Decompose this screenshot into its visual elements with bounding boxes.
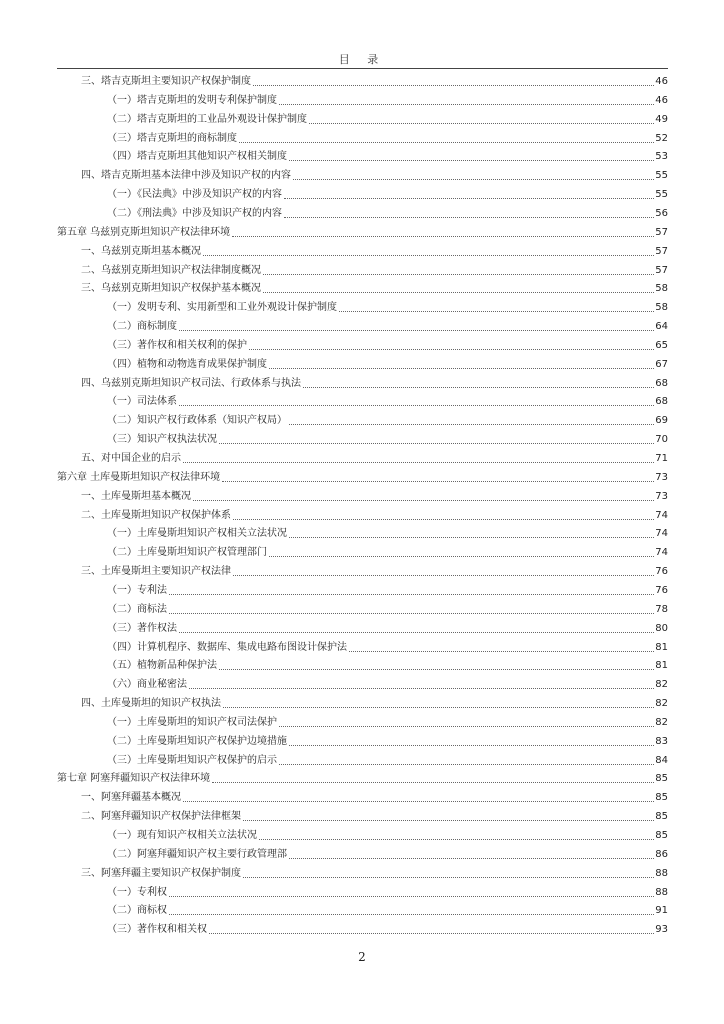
toc-entry[interactable] [107,108,668,126]
toc-entry-title: 三、土库曼斯坦主要知识产权法律 [81,566,231,578]
toc-entry-page: 85 [655,830,668,841]
toc-leader-dots [203,254,654,256]
toc-entry-title: 第七章 阿塞拜疆知识产权法律环境 [57,773,211,785]
toc-entry-title: （一）专利权 [107,886,167,898]
toc-entry[interactable] [107,89,668,107]
toc-chapter-entry[interactable] [57,466,668,484]
toc-leader-dots [169,895,654,897]
toc-entry-title: （二）阿塞拜疆知识产权主要行政管理部 [107,848,287,860]
toc-entry-page: 68 [655,396,668,408]
toc-entry-title: 一、阿塞拜疆基本概况 [81,792,181,804]
toc-leader-dots [179,404,654,406]
toc-entry-title: （一）土库曼斯坦的知识产权司法保护 [107,716,277,728]
toc-entry-page: 85 [655,773,668,785]
toc-entry-page: 57 [655,226,668,238]
toc-entry-page: 76 [655,584,668,596]
toc-leader-dots [279,103,654,105]
toc-leader-dots [219,668,654,670]
toc-leader-dots [339,310,654,312]
toc-entry[interactable] [81,372,668,390]
toc-chapter-entry[interactable] [57,221,668,239]
toc-entry-title: （四）计算机程序、数据库、集成电路布图设计保护法 [107,641,347,653]
toc-entry-title: 四、塔吉克斯坦基本法律中涉及知识产权的内容 [81,170,291,182]
toc-entry[interactable] [107,636,668,654]
toc-entry[interactable] [81,862,668,880]
toc-leader-dots [249,348,654,350]
toc-entry-page: 82 [655,716,668,728]
toc-entry[interactable] [107,145,668,163]
toc-leader-dots [253,84,654,86]
toc-entry-page: 84 [655,754,668,766]
toc-leader-dots [219,442,654,444]
toc-leader-dots [169,593,654,595]
toc-entry[interactable] [107,127,668,145]
toc-entry-page: 69 [655,415,668,427]
toc-entry-page: 81 [655,660,668,672]
toc-leader-dots [289,423,654,425]
toc-entry-title: （二）商标权 [107,905,167,917]
toc-entry-title: 一、土库曼斯坦基本概况 [81,490,191,502]
toc-leader-dots [179,631,654,633]
toc-entry-page: 82 [655,679,668,691]
toc-entry[interactable] [107,824,668,842]
toc-entry[interactable] [107,654,668,672]
toc-entry-title: （三）知识产权执法状况 [107,434,217,446]
toc-entry-page: 52 [655,132,668,144]
toc-leader-dots [279,763,654,765]
toc-entry-title: （三）著作权和相关权 [107,924,207,936]
toc-entry-page: 65 [655,339,668,351]
toc-entry-title: 二、阿塞拜疆知识产权保护法律框架 [81,811,241,823]
toc-entry[interactable] [107,711,668,729]
toc-entry-page: 46 [655,94,668,106]
toc-entry-page: 58 [655,302,668,314]
toc-leader-dots [263,273,654,275]
toc-leader-dots [212,781,654,783]
toc-leader-dots [233,518,654,520]
toc-leader-dots [263,291,654,293]
toc-entry-page: 74 [655,509,668,521]
toc-leader-dots [279,725,654,727]
toc-entry[interactable] [107,598,668,616]
toc-entry-title: （一）司法体系 [107,396,177,408]
toc-entry-title: （一）《民法典》中涉及知识产权的内容 [107,189,282,201]
toc-entry[interactable] [107,390,668,408]
toc-leader-dots [223,706,654,708]
toc-entry[interactable] [81,504,668,522]
toc-leader-dots [183,800,654,802]
toc-entry[interactable] [107,899,668,917]
toc-entry-page: 55 [655,189,668,201]
toc-entry-page: 71 [655,453,668,464]
toc-entry[interactable] [81,164,668,182]
toc-leader-dots [289,744,654,746]
toc-entry-page: 88 [655,886,668,898]
toc-entry-page: 85 [655,792,668,804]
toc-entry[interactable] [107,730,668,748]
toc-entry-title: 第五章 乌兹别克斯坦知识产权法律环境 [57,226,231,238]
toc-leader-dots [289,159,654,161]
toc-entry-title: 第六章 土库曼斯坦知识产权法律环境 [57,471,221,483]
toc-entry[interactable] [107,881,668,899]
toc-leader-dots [269,367,654,369]
toc-entry-page: 57 [655,264,668,276]
toc-entry-title: 三、乌兹别克斯坦知识产权保护基本概况 [81,283,261,295]
toc-entry[interactable] [81,786,668,804]
toc-entry[interactable] [81,277,668,295]
toc-entry-title: 三、塔吉克斯坦主要知识产权保护制度 [81,76,251,87]
toc-entry-title: 三、阿塞拜疆主要知识产权保护制度 [81,867,241,879]
toc-entry-title: 四、土库曼斯坦的知识产权执法 [81,698,221,710]
toc-entry-page: 46 [655,76,668,87]
toc-entry-title: 二、乌兹别克斯坦知识产权法律制度概况 [81,264,261,276]
toc-entry-title: （三）塔吉克斯坦的商标制度 [107,132,237,144]
toc-entry[interactable] [107,918,668,936]
toc-leader-dots [284,216,654,218]
toc-entry-title: 二、土库曼斯坦知识产权保护体系 [81,509,231,521]
toc-entry[interactable] [107,843,668,861]
toc-entry[interactable] [81,240,668,258]
toc-entry-page: 81 [655,641,668,653]
toc-entry-page: 57 [655,245,668,257]
toc-entry-title: （二）塔吉克斯坦的工业品外观设计保护制度 [107,113,307,125]
toc-entry[interactable] [107,183,668,201]
toc-leader-dots [183,461,654,463]
toc-entry[interactable] [107,579,668,597]
toc-leader-dots [222,480,654,482]
toc-leader-dots [289,857,654,859]
toc-entry[interactable] [107,522,668,540]
toc-entry[interactable] [107,315,668,333]
toc-entry-title: （三）土库曼斯坦知识产权保护的启示 [107,754,277,766]
toc-leader-dots [179,329,654,331]
toc-leader-dots [289,536,654,538]
toc-entry-title: （二）《刑法典》中涉及知识产权的内容 [107,207,282,219]
toc-entry-page: 73 [655,471,668,483]
toc-entry[interactable] [81,560,668,578]
toc-entry-title: （一）塔吉克斯坦的发明专利保护制度 [107,94,277,106]
toc-entry-page: 73 [655,490,668,502]
toc-entry-page: 56 [655,207,668,219]
toc-entry-title: （二）知识产权行政体系（知识产权局） [107,415,287,427]
toc-entry[interactable] [107,541,668,559]
toc-entry[interactable] [107,202,668,220]
toc-entry-page: 82 [655,698,668,710]
toc-entry-title: （三）著作权法 [107,622,177,634]
toc-entry-page: 64 [655,321,668,333]
toc-entry[interactable] [81,692,668,710]
toc-entry[interactable] [107,409,668,427]
toc-entry-title: 一、乌兹别克斯坦基本概况 [81,245,201,257]
toc-leader-dots [233,574,654,576]
toc-entry[interactable] [81,447,668,465]
toc-chapter-entry[interactable] [57,767,668,785]
toc-entry-page: 74 [655,547,668,559]
toc-entry[interactable] [81,805,668,823]
toc-entry-page: 86 [655,848,668,860]
toc-entry[interactable] [81,259,668,277]
toc-leader-dots [293,178,654,180]
toc-entry-page: 78 [655,603,668,615]
toc-entry[interactable] [107,334,668,352]
toc-entry[interactable] [107,428,668,446]
toc-entry[interactable] [107,617,668,635]
toc-entry-page: 67 [655,358,668,370]
page-header-title: 目 录 [338,53,386,66]
toc-entry-page: 88 [655,867,668,879]
toc-entry-page: 70 [655,434,668,446]
toc-leader-dots [243,819,654,821]
page-number: 2 [358,950,366,964]
toc-entry-page: 91 [655,905,668,917]
toc-leader-dots [189,687,654,689]
toc-entry[interactable] [107,296,668,314]
toc-entry-title: （四）植物和动物选育成果保护制度 [107,358,267,370]
toc-entry-page: 49 [655,113,668,125]
toc-entry-page: 76 [655,566,668,578]
toc-leader-dots [169,612,654,614]
toc-entry-page: 85 [655,811,668,823]
toc-entry-title: （一）土库曼斯坦知识产权相关立法状况 [107,528,287,540]
toc-leader-dots [209,932,654,934]
toc-entry[interactable] [107,673,668,691]
toc-leader-dots [349,650,654,652]
toc-leader-dots [239,141,654,143]
toc-entry-page: 55 [655,170,668,182]
toc-leader-dots [169,913,654,915]
toc-entry-page: 83 [655,735,668,747]
toc-entry[interactable] [107,353,668,371]
toc-entry-page: 53 [655,151,668,163]
toc-entry-page: 74 [655,528,668,540]
toc-entry-title: （四）塔吉克斯坦其他知识产权相关制度 [107,151,287,163]
toc-entry-title: （二）商标制度 [107,321,177,333]
toc-entry-title: （六）商业秘密法 [107,679,187,691]
toc-entry-page: 80 [655,622,668,634]
toc-entry-title: （一）发明专利、实用新型和工业外观设计保护制度 [107,302,337,314]
toc-leader-dots [269,555,654,557]
toc-leader-dots [284,197,654,199]
toc-leader-dots [232,235,654,237]
toc-entry-title: （三）著作权和相关权利的保护 [107,339,247,351]
toc-entry-title: 五、对中国企业的启示 [81,453,181,464]
toc-entry-page: 68 [655,377,668,389]
toc-entry-page: 93 [655,924,668,936]
toc-entry-title: （二）商标法 [107,603,167,615]
toc-entry-title: （二）土库曼斯坦知识产权管理部门 [107,547,267,559]
toc-leader-dots [243,876,654,878]
toc-entry-title: （二）土库曼斯坦知识产权保护边境措施 [107,735,287,747]
toc-entry-title: （一）专利法 [107,584,167,596]
toc-entry-title: （一）现有知识产权相关立法状况 [107,830,257,841]
toc-leader-dots [309,122,654,124]
toc-leader-dots [259,838,654,840]
toc-entry-title: 四、乌兹别克斯坦知识产权司法、行政体系与执法 [81,377,301,389]
header-rule [57,68,668,69]
toc-entry[interactable] [107,749,668,767]
toc-entry[interactable] [81,70,668,88]
toc-leader-dots [303,386,654,388]
toc-entry-title: （五）植物新品种保护法 [107,660,217,672]
toc-leader-dots [193,499,654,501]
toc-entry[interactable] [81,485,668,503]
toc-entry-page: 58 [655,283,668,295]
